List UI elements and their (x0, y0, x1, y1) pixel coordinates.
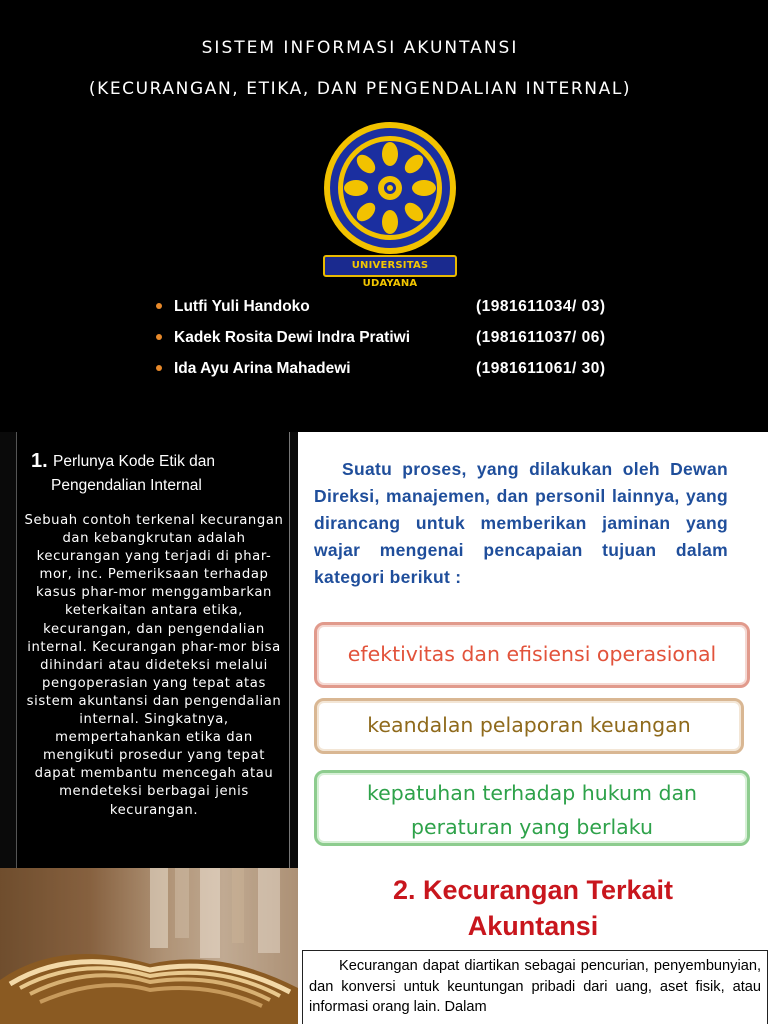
member-id: (1981611037/ 06) (476, 329, 606, 346)
category-operational: efektivitas dan efisiensi operasional (314, 622, 750, 688)
slide-subtitle: (KECURANGAN, ETIKA, DAN PENGENDALIAN INTERNAL) (88, 79, 632, 99)
internal-control-intro: Suatu proses, yang dilakukan oleh Dewan Direksi, manajemen, dan personil lainnya, yang dirancang untuk memberikan jaminan yang wajar mengenai pencapaian tujuan dalam kategori berikut : (314, 459, 728, 587)
member-item (156, 360, 676, 391)
member-name: Ida Ayu Arina Mahadewi (174, 360, 351, 377)
section-2-body: Kecurangan dapat diartikan sebagai pencurian, penyembunyian, dan konversi untuk keuntungan pribadi dari uang, aset fisik, atau informasi orang lain. Dalam (302, 950, 768, 1024)
university-logo (320, 122, 460, 289)
section-2-panel (298, 868, 768, 1024)
member-name: Kadek Rosita Dewi Indra Pratiwi (174, 329, 411, 346)
section-2-title-line1: 2. Kecurangan Terkait (392, 875, 674, 905)
category-reporting: keandalan pelaporan keuangan (314, 698, 744, 754)
bullet-icon (156, 365, 162, 371)
section-1-body: Sebuah contoh terkenal kecurangan dan kebangkrutan adalah kecurangan yang terjadi di phar-mor, inc. Pemeriksaan terhadap kasus phar-mor menggambarkan keterkaitan antara etika, kecurangan, dan pengendalian internal. Kecurangan phar-mor bisa dihindari atau dideteksi melalui pengoperasian yang tepat atas sistem akuntansi dan pengendalian internal. Singkatnya, mempertahankan etika dan mengikuti prosedur yang tepat dapat membantu mencegah atau mendeteksi berbagai jenis kecurangan. (24, 513, 284, 818)
book-photo (0, 868, 298, 1024)
university-emblem-icon (320, 122, 460, 258)
bullet-icon (156, 334, 162, 340)
section-1-number: 1. (31, 450, 48, 472)
category-compliance: kepatuhan terhadap hukum dan peraturan yang berlaku (314, 770, 750, 846)
university-name-banner: UNIVERSITAS UDAYANA (323, 255, 457, 277)
member-list (156, 298, 676, 391)
section-1-title-line2: Pengendalian Internal (51, 477, 202, 494)
bullet-icon (156, 303, 162, 309)
section-1-title (53, 450, 285, 498)
section-2-title (298, 872, 768, 944)
title-slide (0, 0, 768, 432)
section-1-panel (0, 432, 298, 868)
section-1-card (16, 432, 290, 868)
member-id: (1981611034/ 03) (476, 298, 606, 315)
member-item (156, 298, 676, 329)
member-item (156, 329, 676, 360)
section-2-title-line2: Akuntansi (467, 911, 599, 941)
internal-control-panel (298, 432, 768, 868)
section-1-title-line1: Perlunya Kode Etik dan (53, 453, 215, 470)
book-image-icon (0, 868, 298, 1024)
member-id: (1981611061/ 30) (476, 360, 606, 377)
member-name: Lutfi Yuli Handoko (174, 298, 310, 315)
slide-title: SISTEM INFORMASI AKUNTANSI (201, 38, 519, 58)
